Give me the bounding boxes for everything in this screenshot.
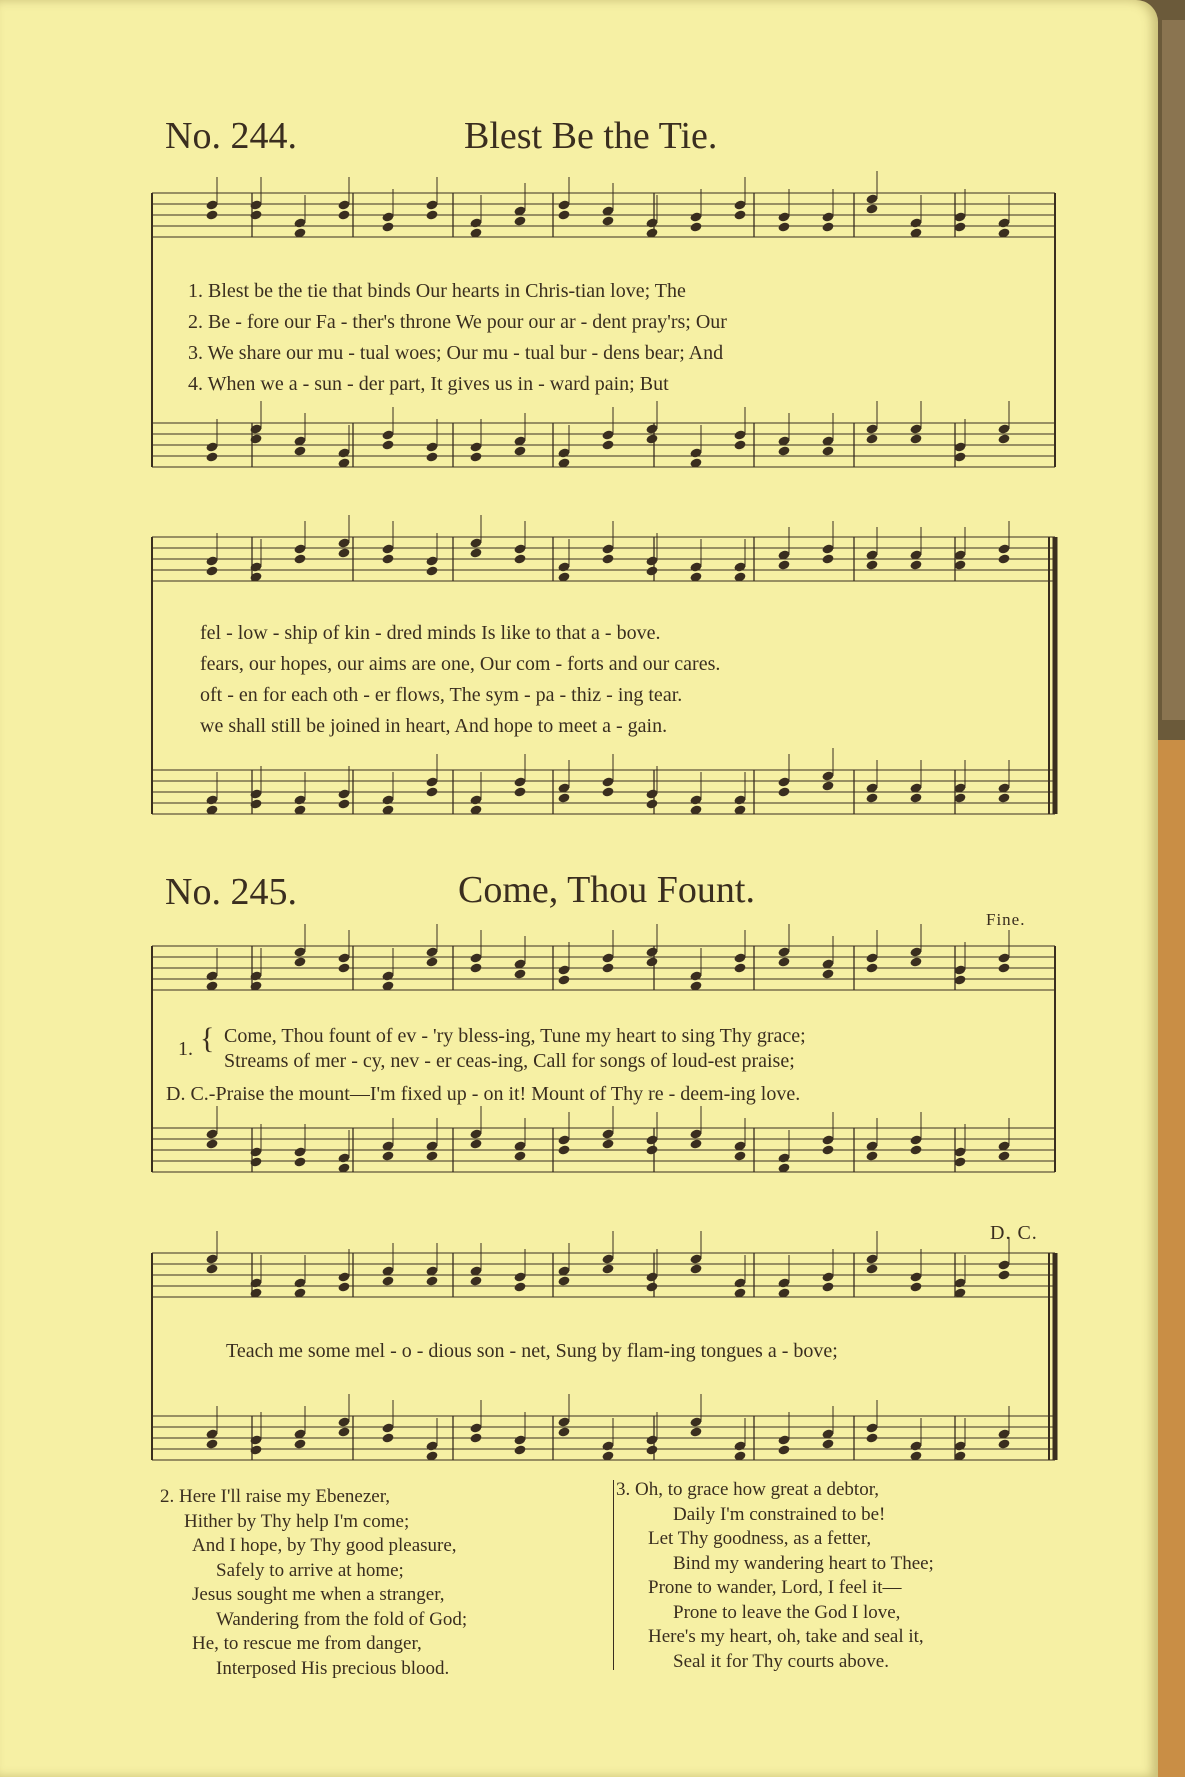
note-head <box>425 565 438 576</box>
note-head <box>645 565 658 576</box>
note-head <box>997 792 1010 803</box>
note-head <box>777 786 790 797</box>
note-head <box>865 1150 878 1161</box>
note-head <box>645 433 658 444</box>
note-head <box>425 1150 438 1161</box>
note-head <box>689 1426 702 1437</box>
note-head <box>205 565 218 576</box>
verse-3 <box>616 1478 934 1674</box>
note-head <box>557 792 570 803</box>
verse-line: Bind my wandering heart to Thee; <box>673 1552 934 1574</box>
note-head <box>513 968 526 979</box>
note-head <box>381 1150 394 1161</box>
note-head <box>293 1438 306 1449</box>
note-head <box>689 221 702 232</box>
note-head <box>469 1138 482 1149</box>
note-head <box>557 1426 570 1437</box>
verse-line: Here's my heart, oh, take and seal it, <box>648 1626 924 1647</box>
verse-line: Jesus sought me when a stranger, <box>192 1584 445 1605</box>
note-head <box>205 451 218 462</box>
note-head <box>821 1144 834 1155</box>
note-head <box>337 547 350 558</box>
note-head <box>777 1444 790 1455</box>
note-head <box>997 1438 1010 1449</box>
note-head <box>513 1281 526 1292</box>
note-head <box>601 962 614 973</box>
note-head <box>513 215 526 226</box>
note-head <box>469 451 482 462</box>
note-head <box>997 553 1010 564</box>
note-head <box>777 956 790 967</box>
note-head <box>865 1432 878 1443</box>
note-head <box>777 559 790 570</box>
note-head <box>337 798 350 809</box>
note-head <box>997 433 1010 444</box>
lyric-line: Come, Thou fount of ev - 'ry bless-ing, Tune my heart to sing Thy grace; <box>224 1025 806 1047</box>
note-head <box>337 209 350 220</box>
note-head <box>777 445 790 456</box>
lyric-line: oft - en for each oth - er flows, The sym - pa - thiz - ing tear. <box>200 684 683 706</box>
note-head <box>601 1263 614 1274</box>
note-head <box>557 974 570 985</box>
note-head <box>513 786 526 797</box>
note-head <box>293 553 306 564</box>
note-head <box>821 553 834 564</box>
note-head <box>205 1438 218 1449</box>
verse-line: He, to rescue me from danger, <box>192 1633 422 1654</box>
note-head <box>909 559 922 570</box>
note-head <box>469 962 482 973</box>
hymn-245-title: Come, Thou Fount. <box>458 869 755 911</box>
note-head <box>381 553 394 564</box>
lyric-line-dc: D. C.-Praise the mount—I'm fixed up - on it! Mount of Thy re - deem-ing love. <box>166 1083 801 1105</box>
note-head <box>557 1144 570 1155</box>
note-head <box>821 1438 834 1449</box>
note-head <box>205 209 218 220</box>
note-head <box>821 445 834 456</box>
note-head <box>909 1144 922 1155</box>
note-head <box>513 1150 526 1161</box>
note-head <box>821 221 834 232</box>
note-head <box>337 1281 350 1292</box>
note-head <box>425 209 438 220</box>
note-head <box>293 1156 306 1167</box>
note-head <box>513 553 526 564</box>
note-head <box>205 1138 218 1149</box>
verse-line: Seal it for Thy courts above. <box>673 1650 889 1672</box>
verse-line: 2. Here I'll raise my Ebenezer, <box>160 1486 391 1507</box>
note-head <box>293 956 306 967</box>
note-head <box>645 1281 658 1292</box>
verse-line: Wandering from the fold of God; <box>216 1608 468 1630</box>
note-head <box>997 1150 1010 1161</box>
verse-line: Prone to wander, Lord, I feel it— <box>648 1577 902 1598</box>
note-head <box>865 1263 878 1274</box>
note-head <box>513 445 526 456</box>
note-head <box>557 1275 570 1286</box>
verse-line: Let Thy goodness, as a fetter, <box>648 1528 872 1549</box>
note-head <box>381 1432 394 1443</box>
note-head <box>645 1444 658 1455</box>
note-head <box>601 553 614 564</box>
note-head <box>337 962 350 973</box>
note-head <box>909 792 922 803</box>
note-head <box>381 1275 394 1286</box>
note-head <box>821 1281 834 1292</box>
note-head <box>425 451 438 462</box>
note-head <box>997 1269 1010 1280</box>
note-head <box>557 209 570 220</box>
note-head <box>205 1263 218 1274</box>
verse-number: 1. <box>178 1038 193 1060</box>
brace: { <box>200 1022 215 1055</box>
lyric-line: Teach me some mel - o - dious son - net, Sung by flam-ing tongues a - bove; <box>226 1340 838 1362</box>
lyric-line: 2. Be - fore our Fa - ther's throne We pour our ar - dent pray'rs; Our <box>188 311 727 333</box>
note-head <box>821 780 834 791</box>
note-head <box>601 439 614 450</box>
note-head <box>997 962 1010 973</box>
verse-line: Interposed His precious blood. <box>216 1657 450 1679</box>
note-head <box>469 1432 482 1443</box>
note-head <box>821 968 834 979</box>
note-head <box>777 221 790 232</box>
note-head <box>601 1138 614 1149</box>
note-head <box>865 433 878 444</box>
note-head <box>293 445 306 456</box>
dc-marking: D. C. <box>990 1222 1038 1244</box>
verse-line: And I hope, by Thy good pleasure, <box>192 1535 457 1556</box>
note-head <box>909 1281 922 1292</box>
note-head <box>733 439 746 450</box>
note-head <box>689 1263 702 1274</box>
lyric-line: 1. Blest be the tie that binds Our hearts in Chris-tian love; The <box>188 280 686 302</box>
page-edge <box>1158 740 1185 1777</box>
note-head <box>733 1150 746 1161</box>
note-head <box>601 215 614 226</box>
note-head <box>645 1144 658 1155</box>
verse-line: 3. Oh, to grace how great a debtor, <box>616 1479 880 1500</box>
note-head <box>865 203 878 214</box>
note-head <box>645 956 658 967</box>
note-head <box>469 1275 482 1286</box>
hymn-244-number: No. 244. <box>165 115 297 157</box>
note-head <box>909 956 922 967</box>
column-divider <box>613 1480 614 1670</box>
note-head <box>337 1426 350 1437</box>
note-head <box>733 209 746 220</box>
note-head <box>865 792 878 803</box>
note-head <box>425 956 438 967</box>
fine-marking: Fine. <box>986 910 1026 929</box>
hymn-244-title: Blest Be the Tie. <box>464 115 718 157</box>
note-head <box>733 962 746 973</box>
lyric-line: fears, our hopes, our aims are one, Our com - forts and our cares. <box>200 653 721 675</box>
note-head <box>689 1138 702 1149</box>
note-head <box>381 439 394 450</box>
note-head <box>425 786 438 797</box>
note-head <box>909 433 922 444</box>
note-head <box>381 221 394 232</box>
note-head <box>513 1444 526 1455</box>
note-head <box>865 559 878 570</box>
verse-line: Prone to leave the God I love, <box>673 1601 901 1623</box>
lyric-line: 3. We share our mu - tual woes; Our mu - tual bur - dens bear; And <box>188 342 724 364</box>
lyric-line: 4. When we a - sun - der part, It gives us in - ward pain; But <box>188 373 669 395</box>
book-edge <box>1162 20 1185 720</box>
note-head <box>601 786 614 797</box>
lyric-line: Streams of mer - cy, nev - er ceas-ing, Call for songs of loud-est praise; <box>224 1050 795 1072</box>
lyric-line: we shall still be joined in heart, And hope to meet a - gain. <box>200 715 668 737</box>
note-head <box>425 1275 438 1286</box>
verse-2 <box>160 1485 467 1681</box>
verse-line: Safely to arrive at home; <box>216 1559 404 1581</box>
note-head <box>865 962 878 973</box>
hymn-245-number: No. 245. <box>165 871 297 913</box>
verse-line: Daily I'm constrained to be! <box>673 1503 886 1525</box>
note-head <box>469 547 482 558</box>
verse-line: Hither by Thy help I'm come; <box>184 1510 410 1532</box>
note-head <box>645 798 658 809</box>
lyric-line: fel - low - ship of kin - dred minds Is like to that a - bove. <box>200 622 661 644</box>
